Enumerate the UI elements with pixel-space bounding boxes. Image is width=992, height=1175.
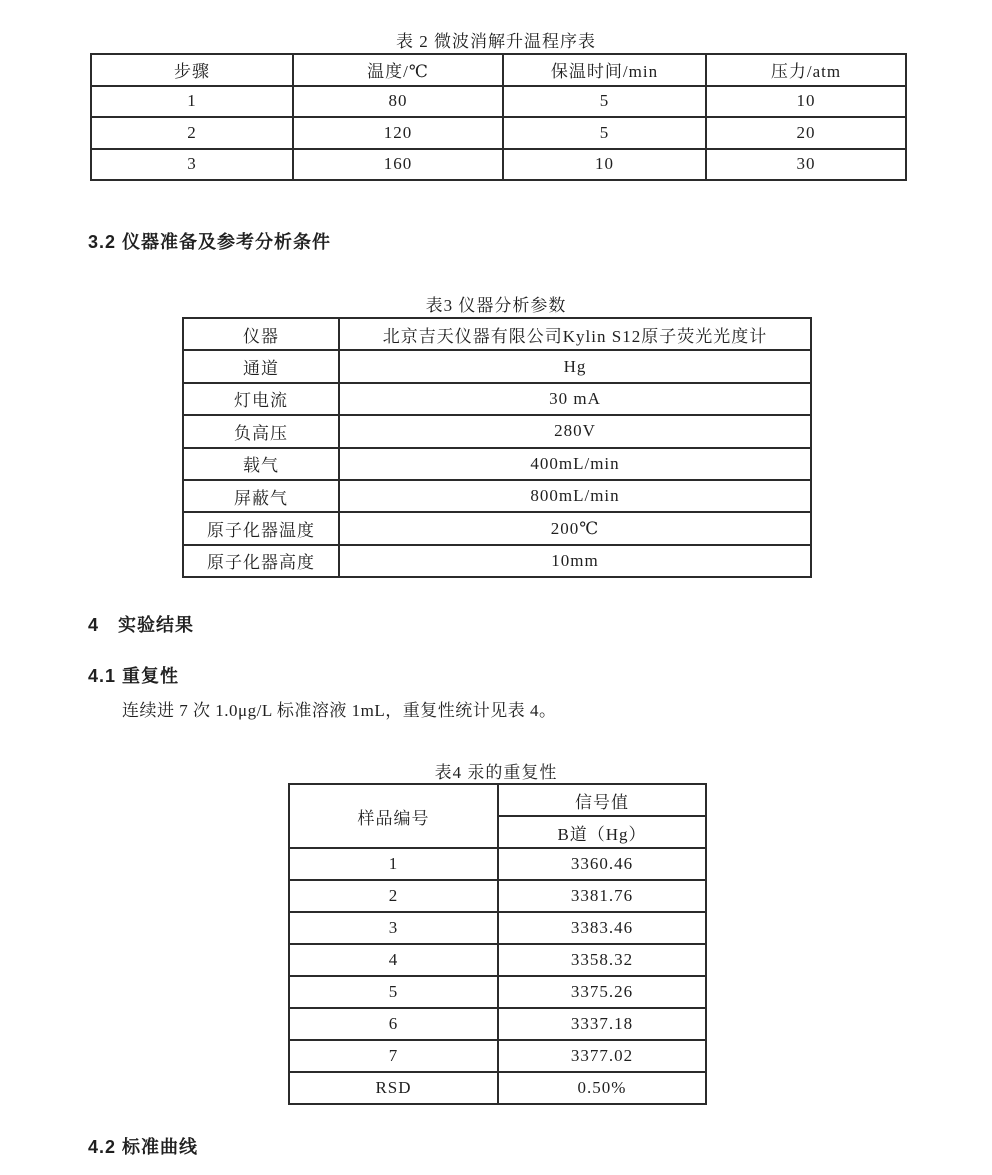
table-cell: 120 — [293, 117, 503, 149]
table4-mercury-repeatability — [288, 783, 707, 1105]
table4-header-signal-value: 信号值 — [498, 784, 706, 816]
table4-header-sample-id: 样品编号 — [289, 784, 498, 848]
table-cell: 3 — [91, 149, 293, 181]
table-cell: 仪器 — [183, 318, 339, 350]
table3-title: 表3 仪器分析参数 — [425, 296, 567, 315]
table-cell: 10 — [503, 149, 706, 181]
table-cell: 负高压 — [183, 415, 339, 447]
table-row — [289, 848, 706, 880]
section-3-2-heading: 3.2 仪器准备及参考分析条件 — [88, 232, 332, 252]
table2-microwave-program — [90, 53, 907, 181]
table-cell: 3375.26 — [498, 976, 706, 1008]
table2-header-temperature: 温度/℃ — [293, 54, 503, 86]
table-row — [183, 512, 811, 544]
table-cell: 屏蔽气 — [183, 480, 339, 512]
table4-title: 表4 汞的重复性 — [434, 763, 558, 782]
table-cell: 1 — [289, 848, 498, 880]
table-row — [289, 880, 706, 912]
table-row — [289, 1072, 706, 1104]
table-row — [183, 383, 811, 415]
table-row — [91, 86, 906, 118]
table-cell: 1 — [91, 86, 293, 118]
table-cell: 3377.02 — [498, 1040, 706, 1072]
table-cell: Hg — [339, 350, 811, 382]
section-4-1-heading: 4.1 重复性 — [88, 666, 180, 686]
table-cell: 5 — [503, 86, 706, 118]
table-row — [289, 976, 706, 1008]
table-cell: 10 — [706, 86, 906, 118]
table-cell: 灯电流 — [183, 383, 339, 415]
table2-header-pressure: 压力/atm — [706, 54, 906, 86]
table-cell: 280V — [339, 415, 811, 447]
section-4-2-heading: 4.2 标准曲线 — [88, 1137, 199, 1157]
table-cell: 原子化器高度 — [183, 545, 339, 577]
table-cell: 3360.46 — [498, 848, 706, 880]
table-cell: 通道 — [183, 350, 339, 382]
table-cell: 7 — [289, 1040, 498, 1072]
table-cell: 200℃ — [339, 512, 811, 544]
table-cell: 5 — [289, 976, 498, 1008]
table-row — [91, 149, 906, 181]
table2-header-hold-time: 保温时间/min — [503, 54, 706, 86]
table-cell: 0.50% — [498, 1072, 706, 1104]
table-cell: 400mL/min — [339, 448, 811, 480]
repeatability-paragraph: 连续进 7 次 1.0μg/L 标准溶液 1mL，重复性统计见表 4。 — [122, 701, 557, 720]
table3-instrument-parameters — [182, 317, 812, 578]
table-row — [183, 448, 811, 480]
table-row — [183, 480, 811, 512]
table-cell: 2 — [289, 880, 498, 912]
table-row — [289, 944, 706, 976]
table-cell: 160 — [293, 149, 503, 181]
table-cell: 3337.18 — [498, 1008, 706, 1040]
table-cell: 800mL/min — [339, 480, 811, 512]
table-cell: 20 — [706, 117, 906, 149]
table4-header-row-1 — [289, 784, 706, 816]
table-row — [183, 318, 811, 350]
table4-header-channel-b-hg: B道（Hg） — [498, 816, 706, 848]
table-row — [183, 415, 811, 447]
table-row — [91, 117, 906, 149]
table-cell: 3 — [289, 912, 498, 944]
table-row — [289, 1040, 706, 1072]
table-cell: 载气 — [183, 448, 339, 480]
table-row — [289, 1008, 706, 1040]
table-cell: 原子化器温度 — [183, 512, 339, 544]
table-cell: 30 — [706, 149, 906, 181]
table-cell: 北京吉天仪器有限公司Kylin S12原子荧光光度计 — [339, 318, 811, 350]
table2-header-step: 步骤 — [91, 54, 293, 86]
table-row — [289, 912, 706, 944]
table-cell: 4 — [289, 944, 498, 976]
table-cell: 2 — [91, 117, 293, 149]
table-row — [183, 545, 811, 577]
table2-title: 表 2 微波消解升温程序表 — [396, 32, 596, 51]
table-cell: RSD — [289, 1072, 498, 1104]
table-cell: 3358.32 — [498, 944, 706, 976]
table-cell: 6 — [289, 1008, 498, 1040]
table-cell: 3381.76 — [498, 880, 706, 912]
table-cell: 5 — [503, 117, 706, 149]
table-cell: 3383.46 — [498, 912, 706, 944]
table-row — [183, 350, 811, 382]
table-cell: 30 mA — [339, 383, 811, 415]
table2-header-row — [91, 54, 906, 86]
table-cell: 80 — [293, 86, 503, 118]
section-4-heading: 4 实验结果 — [88, 615, 195, 635]
table-cell: 10mm — [339, 545, 811, 577]
